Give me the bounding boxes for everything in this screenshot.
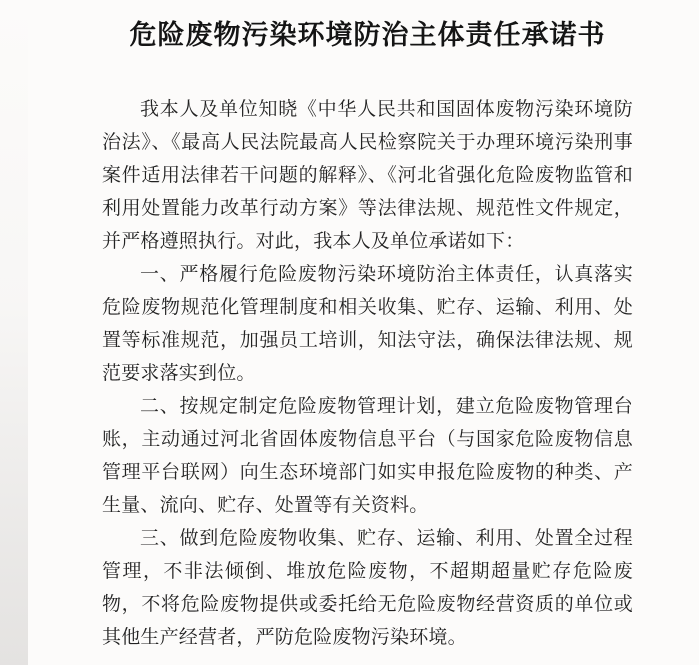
paragraph-commitment-1: 一、严格履行危险废物污染环境防治主体责任，认真落实危险废物规范化管理制度和相关收集、贮存、运输、利用、处置等标准规范，加强员工培训，知法守法，确保法律法规、规范要求落实到位。 — [102, 264, 633, 384]
paragraph-commitment-3: 三、做到危险废物收集、贮存、运输、利用、处置全过程管理，不非法倾倒、堆放危险废物，不超期超量贮存危险废物，不将危险废物提供或委托给无危险废物经营资质的单位或其他生产经营者，严防危险废物污染环境。 — [102, 528, 633, 648]
paragraph-commitment-2: 二、按规定制定危险废物管理计划，建立危险废物管理台账，主动通过河北省固体废物信息平台（与国家危险废物信息管理平台联网）向生态环境部门如实申报危险废物的种类、产生量、流向、贮存、处置等有关资料。 — [102, 396, 633, 516]
document-title: 危险废物污染环境防治主体责任承诺书 — [129, 20, 606, 50]
paragraph-preamble: 我本人及单位知晓《中华人民共和国固体废物污染环境防治法》、《最高人民法院最高人民检察院关于办理环境污染刑事案件适用法律若干问题的解释》、《河北省强化危险废物监管和利用处置能力改革行动方案》等法律法规、规范性文件规定，并严格遵照执行。对此，我本人及单位承诺如下： — [102, 99, 633, 252]
